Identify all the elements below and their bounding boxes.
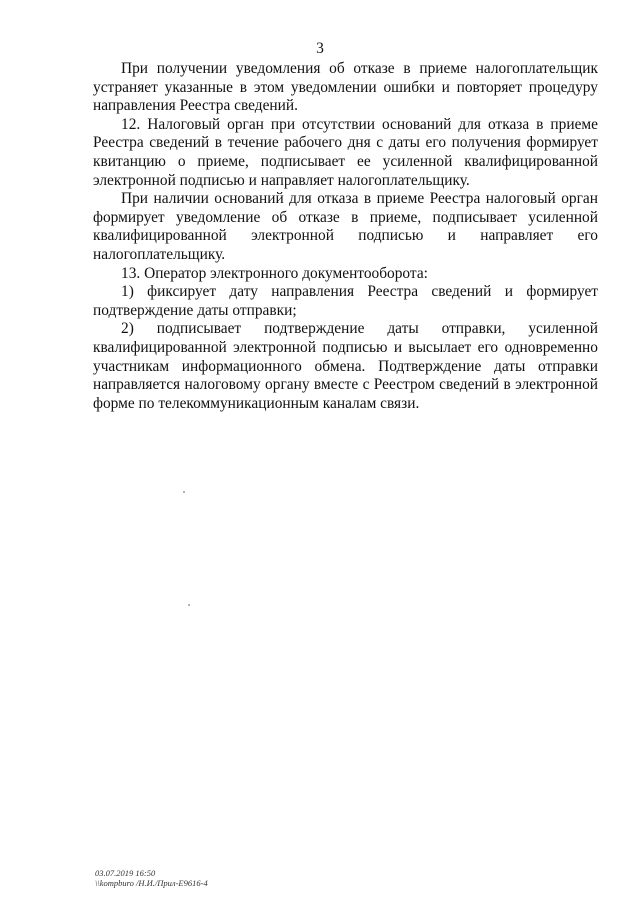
footer-file-path: \\kompburo /Н.И./Прил-E9616-4	[95, 878, 208, 888]
scan-speck	[183, 491, 185, 493]
footer-stamp	[95, 868, 208, 888]
paragraph-refusal-grounds: При наличии оснований для отказа в приеме Реестра налоговый орган формирует уведомление об отказе в приеме, подписывает усиленной квалифицированной электронной подписью и направляет его налогоплательщику.	[93, 190, 598, 263]
paragraph-12-receipt: 12. Налоговый орган при отсутствии оснований для отказа в приеме Реестра сведений в течение рабочего дня с даты его получения формирует квитанцию о приеме, подписывает ее усиленной квалифицированной электронной подписью и направляет налогоплательщику.	[93, 115, 598, 189]
page-number: 3	[316, 40, 324, 57]
paragraph-13-operator: 13. Оператор электронного документооборота:	[121, 264, 428, 282]
list-item-1-fix-date: 1) фиксирует дату направления Реестра сведений и формирует подтверждение даты отправки;	[93, 283, 598, 319]
footer-timestamp: 03.07.2019 16:50	[95, 868, 156, 878]
list-item-2-sign-confirmation: 2) подписывает подтверждение даты отправки, усиленной квалифицированной электронной подписью и высылает его одновременно участникам информационного обмена. Подтверждение даты отправки направляется налоговому органу вместе с Реестром сведений в электронной форме по телекоммуникационным каналам связи.	[93, 320, 598, 412]
scan-speck	[188, 604, 190, 606]
document-body	[93, 60, 598, 413]
paragraph-notice-of-refusal: При получении уведомления об отказе в приеме налогоплательщик устраняет указанные в этом уведомлении ошибки и повторяет процедуру направления Реестра сведений.	[93, 60, 598, 115]
